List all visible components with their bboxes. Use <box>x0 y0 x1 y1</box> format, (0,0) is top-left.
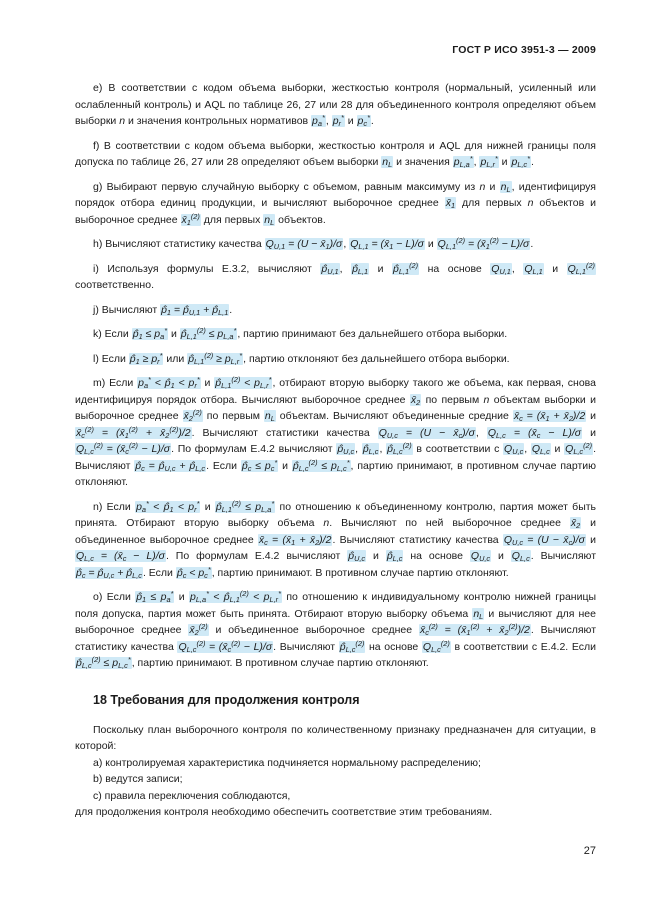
formula: $p̂_1 \le p_a^*$ <box>132 325 168 342</box>
subscript: L,r <box>260 381 269 391</box>
formula: $p̂_c < p_c^*$ <box>176 564 211 580</box>
subscript: L,c <box>517 160 528 170</box>
subscript: L,c <box>186 644 197 654</box>
superscript: (2) <box>456 235 466 245</box>
subscript: 2 <box>568 414 573 424</box>
formula: $Q_{U,1} = (U$ − $x̄_1)/\sigma$ <box>265 238 343 252</box>
formula: $p_{L,a}^*$ <box>453 153 473 170</box>
subscript: L <box>270 414 275 424</box>
superscript: * <box>527 153 530 163</box>
intro-paragraph: Поскольку план выборочного контроля по количественному признаку предназначен для ситуации, в которой: <box>75 723 596 752</box>
subscript: L,c <box>573 447 584 457</box>
formula: $Q_{L,1}^{(2)}$ <box>567 260 595 276</box>
subscript: 1 <box>186 217 191 227</box>
subscript: 1 <box>485 242 490 252</box>
item-l: l) Если $p̂_1 \ge p_r^*$ или $p̂_{L,1}^{(2)} \ge p_{L,r}^*$, партию отклоняют без дальнейшего отбора выборки. <box>93 350 510 366</box>
formula: $p̂_{L,1}^{(2)} \ge p_{L,r}^*$ <box>188 350 243 366</box>
subscript: c <box>247 463 252 473</box>
subscript: 2 <box>504 628 509 638</box>
subscript: c <box>227 644 232 654</box>
formula: $p_a^*$ < $p̂_1 < p_r^*$ <box>138 374 200 391</box>
formula: $p̂_1$ = $p̂_{U,1}$ + $p̂_{L,1}$ <box>161 303 229 317</box>
variable: n <box>527 197 534 209</box>
subscript: c <box>519 414 523 424</box>
subscript: U,c <box>164 463 176 473</box>
superscript: (2) <box>231 498 241 508</box>
subscript: 2 <box>194 628 199 638</box>
subscript: a <box>160 332 165 342</box>
content <box>75 80 596 821</box>
subscript: 1 <box>124 430 129 440</box>
subscript: a <box>317 119 322 129</box>
formula: $x̄_2^{(2)}$ <box>189 621 208 638</box>
formula: $n_L$ <box>382 156 393 170</box>
subscript: L,c <box>345 644 356 654</box>
subscript: U,c <box>512 537 524 547</box>
subscript: L,1 <box>194 356 205 366</box>
subscript: r <box>338 119 341 129</box>
variable: n <box>323 517 330 529</box>
formula: $Q_{L,c}$ = $(x̄_c - L)/\sigma$ <box>487 426 582 440</box>
subscript: 2 <box>315 537 320 547</box>
item-n: n) Если $p_a^*$ < $p̂_1 < p_r^*$ и $p̂_{L,1}^{(2)} \le p_{L,a}^*$ по отношению к объединенному контролю, партия может быть принята. Отбирают вторую выборку объема n. Вычисляют по ней выборочное среднее $x̄_2$ и объединенное выборочное среднее $x̄_c$ = ($x̄_1$ + $x̄_2)/2$. Вычисляют статистику качества $Q_{U,c} = (U$ − $x̄_c)/\sigma$ и $Q_{L,c}$ = $(x̄_c - L)/\sigma$. По формулам Е.4.2 вычисляют $p̂_{U,c}$ и $p̂_{L,c}$ на основе $Q_{U,c}$ и $Q_{L,c}$. Вычисляют $p̂_c$ = $p̂_{U,c}$ + $p̂_{L,c}$. Если $p̂_c < p_c^*$, партию принимают. В противном случае партию отклоняют. <box>75 498 597 580</box>
formula: $x̄_c$ = ($x̄_1$ + $x̄_2)/2$ <box>258 533 332 547</box>
list-item-c: c) правила переключения соблюдаются, <box>93 789 291 802</box>
superscript: (2) <box>93 440 103 450</box>
subscript: c <box>125 447 129 457</box>
formula: $p̂_c$ = $p̂_{U,c}$ + $p̂_{L,c}$ <box>76 566 142 580</box>
subscript: U,c <box>343 447 355 457</box>
formula: $n_L$ <box>500 180 511 194</box>
subscript: L,c <box>368 447 379 457</box>
superscript: (2) <box>204 350 214 360</box>
subscript: 1 <box>135 356 140 366</box>
subscript: 2 <box>165 430 170 440</box>
formula: $p̂_c$ = $p̂_{U,c}$ + $p̂_{L,c}$ <box>135 459 206 473</box>
superscript: (2) <box>198 621 208 631</box>
subscript: c <box>425 628 429 638</box>
formula: $Q_{L,c}^{(2)}$ <box>565 440 593 457</box>
formula: $p̂_{L,1}^{(2)} < p_{L,r}^*$ <box>215 374 272 391</box>
superscript: (2) <box>169 424 179 434</box>
formula: $n_L$ <box>264 410 275 424</box>
formula: $p̂_c \le p_c^*$ <box>241 457 278 473</box>
page-number: 27 <box>583 845 596 857</box>
subscript: L,r <box>230 356 240 366</box>
formula: $x̄_2^{(2)}$ <box>183 407 202 424</box>
formula: $Q_{L,c}$ <box>511 550 530 564</box>
subscript: L,c <box>431 644 441 654</box>
item-k: k) Если $p̂_1 \le p_a^*$ и $p̂_{L,1}^{(2)} \le p_{L,a}^*$, партию принимают без дальнейшего отбора выборки. <box>93 325 508 342</box>
item-j: j) Вычисляют $p̂_1$ = $p̂_{U,1}$ + $p̂_{L,1}$. <box>93 303 233 317</box>
subscript: 2 <box>576 521 581 531</box>
formula: $Q_{L,c}$ = $(x̄_c - L)/\sigma$ <box>76 550 165 564</box>
superscript: * <box>239 350 243 360</box>
item-e: e) В соответствии с кодом объема выборки, жесткостью контроля (нормальный, усиленный или ослабленный контроль) и AQL по таблице 26, 27 или 28 для объединенного контроля определяют объем выборки n и значения контрольных нормативов $p_a^*$, $p_r^*$ и $p_c^*$. <box>75 82 596 129</box>
formula: $Q_{U,1}$ <box>491 262 511 276</box>
subscript: U,c <box>479 554 491 564</box>
subscript: c <box>182 570 187 580</box>
subscript: L,1 <box>398 266 410 276</box>
subscript: 1 <box>166 307 172 317</box>
variable: n <box>483 393 490 406</box>
formula: $Q_{L,c}^{(2)}$ = $(x̄_c^{(2)} - L)/\sigma$ <box>76 440 171 457</box>
superscript: * <box>346 457 350 467</box>
formula: $p_a^*$ < $p̂_1 < p_r^*$ <box>136 498 200 514</box>
subscript: U,c <box>386 430 398 440</box>
formula: $p̂_{L,c}$ <box>362 443 379 457</box>
subscript: U,1 <box>327 266 339 276</box>
superscript: * <box>367 112 370 122</box>
subscript: L,1 <box>229 595 240 605</box>
subscript: L,1 <box>358 242 369 252</box>
standard-code-header: ГОСТ Р ИСО 3951-3 — 2009 <box>452 44 596 56</box>
subscript: 1 <box>142 595 147 605</box>
subscript: r <box>157 356 160 366</box>
formula: $p_a^*$ <box>312 112 325 129</box>
section-heading: 18 Требования для продолжения контроля <box>93 692 360 707</box>
formula: $p̂_{L,1}$ <box>352 262 369 276</box>
formula: $Q_{L,1}$ = $(x̄_1 - L)/\sigma$ <box>350 238 424 252</box>
subscript: c <box>270 463 275 473</box>
item-g: g) Выбирают первую случайную выборку с объемом, равным максимуму из n и $n_L$, идентифицируя порядок отбора единиц продукции, и вычисляют выборочное среднее $x̄_1$ для первых n объектов и выборочное среднее $x̄_1^{(2)}$ для первых $n_L$ объектов. <box>75 180 596 227</box>
formula: $p_{L,c}^*$ <box>511 153 530 170</box>
item-o: o) Если $p̂_1 \le p_a^*$ и $p_{L,a}^*$ < $p̂_{L,1}^{(2)} < p_{L,r}^*$ по отношению к индивидуальному контролю нижней границы поля допуска, партия может быть принята. Отбирают вторую выборку объема $n_L$ и вычисляют для нее выборочное среднее $x̄_2^{(2)}$ и объединенное выборочное среднее $x̄_c^{(2)}$ = ($x̄_1^{(2)}$ + $x̄_2^{(2)})/2$. Вычисляют статистику качества $Q_{L,c}^{(2)}$ = $(x̄_c^{(2)} - L)/\sigma$. Вычисляют $p̂_{L,c}^{(2)}$ на основе $Q_{L,c}^{(2)}$ в соответствии с Е.4.2. Если $p̂_{L,c}^{(2)} \le p_{L,c}^*$, партию принимают. В противном случае партию отклоняют. <box>75 588 597 671</box>
subscript: L <box>270 217 275 227</box>
item-i: i) Используя формулы Е.3.2, вычисляют $p̂_{U,1}$, $p̂_{L,1}$ и $p̂_{L,1}^{(2)}$ на основе $Q_{U,1}$, $Q_{L,1}$ и $Q_{L,1}^{(2)}$ соответственно. <box>75 260 595 291</box>
subscript: L <box>506 184 511 194</box>
superscript: * <box>469 153 473 163</box>
superscript: * <box>164 325 168 335</box>
superscript: (2) <box>489 235 499 245</box>
subscript: L <box>479 611 484 621</box>
formula: $p_r^*$ <box>332 112 344 129</box>
formula: $x̄_c^{(2)}$ = ($x̄_1^{(2)}$ + $x̄_2^{(2)})/2$ <box>76 424 191 440</box>
superscript: * <box>159 350 163 360</box>
subscript: 1 <box>138 332 143 342</box>
formula: $p_{L,r}^*$ <box>480 153 498 170</box>
subscript: L,1 <box>218 307 229 317</box>
formula: $Q_{U,c}$ <box>504 443 524 457</box>
superscript: * <box>233 325 237 335</box>
formula: $p̂_{U,1}$ <box>321 262 339 276</box>
formula: $p̂_{L,1}^{(2)}$ <box>393 260 419 276</box>
subscript: L,c <box>392 447 403 457</box>
subscript: c <box>568 537 573 547</box>
formula: $x̄_2$ <box>410 393 421 407</box>
subscript: L,c <box>540 447 550 457</box>
subscript: r <box>194 381 197 391</box>
subscript: U,c <box>354 554 366 564</box>
subscript: L,c <box>118 661 128 671</box>
closing-line: для продолжения контроля необходимо обеспечить соответствие этим требованиям. <box>75 806 493 818</box>
formula: $n_L$ <box>264 213 275 227</box>
superscript: (2) <box>190 211 200 221</box>
superscript: * <box>148 374 151 384</box>
subscript: L,c <box>336 463 347 473</box>
subscript: 1 <box>389 242 394 252</box>
variable: n <box>119 115 126 127</box>
subscript: U,1 <box>188 307 201 317</box>
superscript: (2) <box>128 440 138 450</box>
subscript: L,1 <box>357 266 369 276</box>
superscript: (2) <box>196 638 206 648</box>
formula: $Q_{L,c}$ <box>531 443 550 457</box>
formula: $p̂_{L,c}^{(2)} \le p_{L,c}^*$ <box>292 457 350 473</box>
superscript: (2) <box>355 638 365 648</box>
formula: $p̂_{L,c}^{(2)}$ <box>339 638 365 654</box>
superscript: * <box>278 588 281 598</box>
formula: $Q_{L,c}^{(2)}$ <box>422 638 450 654</box>
superscript: (2) <box>402 440 412 450</box>
superscript: (2) <box>192 407 202 417</box>
subscript: L,a <box>261 504 272 514</box>
superscript: (2) <box>231 638 241 648</box>
superscript: * <box>494 153 498 163</box>
item-h: h) Вычисляют статистику качества $Q_{U,1} = (U$ − $x̄_1)/\sigma$, $Q_{L,1}$ = $(x̄_1 - L)/\sigma$ и $Q_{L,1}^{(2)}$ = $(x̄_1^{(2)} - L)/\sigma$. <box>93 235 534 252</box>
superscript: (2) <box>196 325 206 335</box>
superscript: (2) <box>91 654 101 664</box>
subscript: a <box>141 504 146 514</box>
superscript: * <box>274 457 278 467</box>
formula: $Q_{L,c}^{(2)}$ = $(x̄_c^{(2)} - L)/\sigma$ <box>178 638 273 654</box>
superscript: (2) <box>508 621 518 631</box>
subscript: c <box>141 463 145 473</box>
subscript: L,1 <box>445 242 457 252</box>
superscript: (2) <box>586 260 595 270</box>
formula: $Q_{U,c}$ <box>470 550 491 564</box>
subscript: 1 <box>450 201 456 211</box>
superscript: * <box>268 374 272 384</box>
formula: $Q_{L,1}$ <box>524 262 543 276</box>
superscript: (2) <box>84 424 94 434</box>
formula: $Q_{U,c} = (U$ − $x̄_c)/\sigma$ <box>378 426 475 440</box>
formula: $p̂_{L,c}^{(2)}$ <box>387 440 412 457</box>
item-m: m) Если $p_a^*$ < $p̂_1 < p_r^*$ и $p̂_{L,1}^{(2)} < p_{L,r}^*$, отбирают вторую выборку такого же объема, как первая, снова идентифицируя порядок отбора. Вычисляют выборочное среднее $x̄_2$ по первым n объектам выборки и выборочное среднее $x̄_2^{(2)}$ по первым $n_L$ объектам. Вычисляют объединенные средние $x̄_c$ = ($x̄_1$ + $x̄_2)/2$ и $x̄_c^{(2)}$ = ($x̄_1^{(2)}$ + $x̄_2^{(2)})/2$. Вычисляют статистики качества $Q_{U,c} = (U$ − $x̄_c)/\sigma$, $Q_{L,c}$ = $(x̄_c - L)/\sigma$ и $Q_{L,c}^{(2)}$ = $(x̄_c^{(2)} - L)/\sigma$. По формулам Е.4.2 вычисляют $p̂_{U,c}$, $p̂_{L,c}$, $p̂_{L,c}^{(2)}$ в соответствии с $Q_{U,c}$, $Q_{L,c}$ и $Q_{L,c}^{(2)}$. Вычисляют $p̂_c$ = $p̂_{U,c}$ + $p̂_{L,c}$. Если $p̂_c \le p_c^*$ и $p̂_{L,c}^{(2)} \le p_{L,c}^*$, партию принимают, в противном случае партию отклоняют. <box>75 374 597 488</box>
superscript: (2) <box>128 424 138 434</box>
formula: $p_{L,a}^*$ < $p̂_{L,1}^{(2)} < p_{L,r}^*$ <box>190 588 281 605</box>
formula: $p̂_{L,c}^{(2)} \le p_{L,c}^*$ <box>76 654 131 671</box>
subscript: r <box>194 504 197 514</box>
superscript: * <box>321 112 325 122</box>
subscript: c <box>536 430 541 440</box>
superscript: * <box>170 588 174 598</box>
subscript: U,1 <box>273 242 286 252</box>
subscript: L,r <box>269 595 279 605</box>
superscript: (2) <box>239 588 249 598</box>
subscript: c <box>363 119 368 129</box>
formula: $p̂_{U,c}$ <box>337 443 355 457</box>
subscript: c <box>204 570 208 580</box>
subscript: U,1 <box>499 266 511 276</box>
subscript: L,c <box>84 554 94 564</box>
formula: $p̂_{U,c}$ <box>348 550 366 564</box>
formula: $x̄_c^{(2)}$ = ($x̄_1^{(2)}$ + $x̄_2^{(2)})/2$ <box>419 621 530 638</box>
subscript: L,1 <box>575 266 586 276</box>
superscript: * <box>271 498 275 508</box>
subscript: L,c <box>519 554 530 564</box>
subscript: c <box>81 430 85 440</box>
subscript: L,a <box>223 332 234 342</box>
superscript: (2) <box>440 638 450 648</box>
formula: $x̄_2$ <box>570 517 581 531</box>
superscript: * <box>146 498 149 508</box>
superscript: * <box>196 498 200 508</box>
subscript: L,r <box>486 160 495 170</box>
superscript: (2) <box>409 260 419 270</box>
subscript: U,c <box>103 570 115 580</box>
subscript: L,1 <box>186 332 197 342</box>
subscript: L,c <box>84 447 94 457</box>
subscript: 2 <box>416 397 421 407</box>
formula: $Q_{U,c} = (U$ − $x̄_c)/\sigma$ <box>503 533 585 547</box>
formula: $p̂_{L,c}$ <box>386 550 403 564</box>
subscript: L,1 <box>221 504 232 514</box>
subscript: 1 <box>466 628 471 638</box>
subscript: 1 <box>545 414 550 424</box>
variable: n <box>479 180 486 193</box>
subscript: L,c <box>195 463 206 473</box>
subscript: L,a <box>459 160 470 170</box>
subscript: L,a <box>195 595 207 605</box>
subscript: a <box>166 595 171 605</box>
subscript: c <box>81 570 86 580</box>
subscript: c <box>264 537 268 547</box>
formula: $p̂_1 \le p_a^*$ <box>136 588 174 605</box>
formula: $Q_{L,1}^{(2)}$ = $(x̄_1^{(2)} - L)/\sigma$ <box>437 235 530 252</box>
subscript: 1 <box>291 537 296 547</box>
subscript: U,c <box>512 447 524 457</box>
formula: $x̄_c$ = ($x̄_1$ + $x̄_2)/2$ <box>513 410 586 424</box>
superscript: * <box>206 588 209 598</box>
formula: $n_L$ <box>473 607 484 621</box>
superscript: (2) <box>470 621 480 631</box>
formula: $p̂_{L,1}^{(2)} \le p_{L,a}^*$ <box>180 325 237 342</box>
superscript: * <box>196 374 200 384</box>
subscript: a <box>143 381 149 391</box>
subscript: L,1 <box>532 266 543 276</box>
superscript: (2) <box>583 440 593 450</box>
subscript: c <box>458 430 463 440</box>
formula: $p̂_1 \ge p_r^*$ <box>129 350 163 366</box>
list-item-a: a) контролируемая характеристика подчиняется нормальному распределению; <box>93 756 481 769</box>
superscript: * <box>207 564 211 574</box>
formula: $p̂_{L,1}^{(2)} \le p_{L,a}^*$ <box>215 498 275 514</box>
formula: $p_c^*$ <box>357 112 370 129</box>
subscript: L,c <box>392 554 403 564</box>
item-f: f) В соответствии с кодом объема выборки, жесткостью контроля и AQL для нижней границы поля допуска по таблице 26, 27 или 28 определяют объем выборки $n_L$ и значения $p_{L,a}^*$, $p_{L,r}^*$ и $p_{L,c}^*$. <box>75 139 596 170</box>
formula: $x̄_1$ <box>445 197 456 211</box>
subscript: 1 <box>169 504 174 514</box>
subscript: L,1 <box>221 381 232 391</box>
subscript: L,c <box>496 430 506 440</box>
subscript: 1 <box>170 381 175 391</box>
subscript: L <box>388 160 393 170</box>
subscript: L,c <box>81 661 92 671</box>
list-item-b: b) ведутся записи; <box>93 773 183 785</box>
subscript: c <box>122 554 127 564</box>
superscript: (2) <box>428 621 438 631</box>
subscript: L,c <box>132 570 142 580</box>
superscript: * <box>340 112 344 122</box>
subscript: L,c <box>298 463 309 473</box>
formula: $x̄_1^{(2)}$ <box>181 211 200 227</box>
superscript: (2) <box>308 457 318 467</box>
superscript: (2) <box>231 374 241 384</box>
superscript: * <box>127 654 131 664</box>
subscript: 1 <box>325 242 330 252</box>
subscript: 2 <box>188 414 193 424</box>
